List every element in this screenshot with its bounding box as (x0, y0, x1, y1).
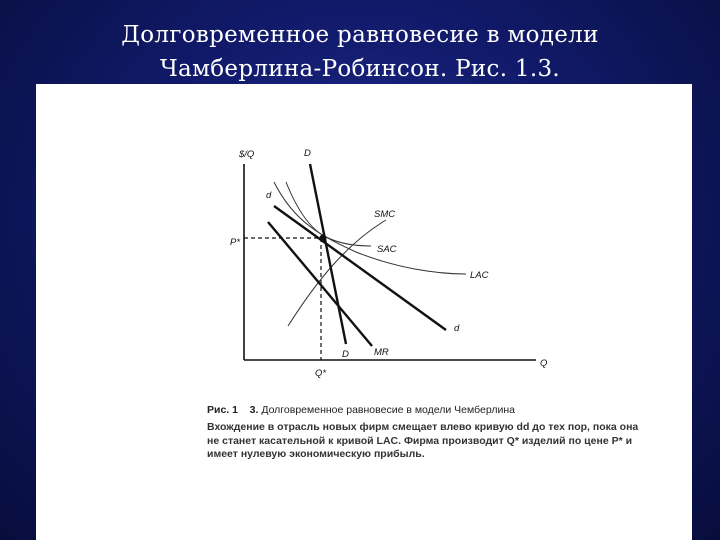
sac-label: SAC (377, 244, 397, 255)
smc-label: SMC (374, 209, 396, 220)
d-label-top: d (266, 190, 272, 201)
economics-diagram (36, 84, 692, 540)
caption-fig-prefix: Рис. 1 (207, 404, 238, 416)
slide-title (0, 18, 720, 86)
quantity-label: Q* (315, 368, 327, 379)
demand-curve-d (274, 206, 446, 330)
slide-title-line-2: Чамберлина-Робинсон. Рис. 1.3. (159, 56, 561, 82)
sac-curve (286, 182, 371, 246)
figure-panel (36, 84, 692, 540)
slide-title-line-1: Долговременное равновесие в модели (121, 22, 599, 48)
lac-label: LAC (470, 270, 489, 281)
caption-fig-title: Долговременное равновесие в модели Чемберлина (261, 404, 515, 416)
d-label-bottom: d (454, 323, 460, 334)
figure-caption (207, 404, 647, 462)
equilibrium-point (320, 235, 327, 242)
caption-fig-number: 3. (249, 404, 259, 416)
x-axis-label: Q (540, 358, 548, 369)
y-axis-label: $/Q (239, 149, 255, 160)
demand-label-bottom: D (342, 349, 349, 360)
caption-text: Вхождение в отрасль новых фирм смещает влево кривую dd до тех пор, пока она не станет касательной к кривой LAC. Фирма производит Q* изделий по цене P* и имеет нулевую экономическую прибыль. (207, 421, 639, 460)
demand-label-top: D (304, 148, 311, 159)
caption-heading (207, 404, 647, 416)
price-label: P* (230, 237, 241, 248)
mr-label: MR (374, 347, 389, 358)
smc-curve (288, 220, 386, 326)
